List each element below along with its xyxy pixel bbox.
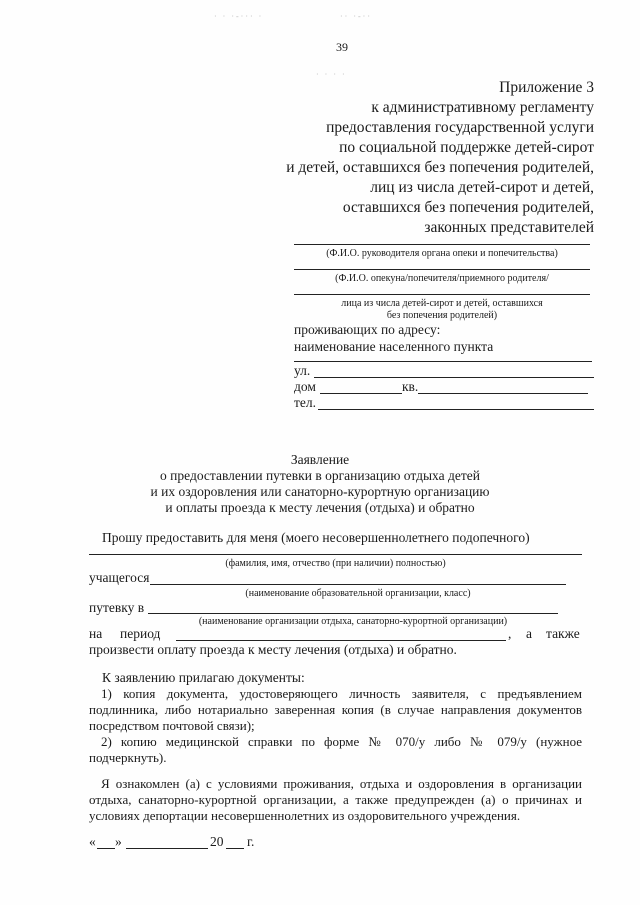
- residing-label: проживающих по адресу:: [294, 322, 441, 337]
- appendix-line: Приложение 3: [499, 79, 594, 96]
- period-line[interactable]: [176, 640, 506, 641]
- date-year-line[interactable]: [226, 848, 244, 849]
- date-year-suffix: г.: [247, 834, 255, 849]
- house-line[interactable]: [320, 393, 402, 394]
- appendix-line: и детей, оставшихся без попечения родителей,: [286, 159, 594, 176]
- document-item-2: [89, 734, 582, 766]
- title-line: и их оздоровления или санаторно-курортную организацию: [150, 484, 490, 499]
- document-title: Заявление: [290, 452, 350, 467]
- appendix-line: лиц из числа детей-сирот и детей,: [370, 179, 594, 196]
- appendix-line: законных представителей: [424, 219, 594, 236]
- street-line[interactable]: [314, 377, 594, 378]
- request-intro: Прошу предоставить для меня (моего несовершеннолетнего подопечного): [102, 530, 530, 545]
- date-month-line[interactable]: [126, 848, 208, 849]
- school-line[interactable]: [150, 584, 566, 585]
- period-comma: ,: [508, 626, 512, 641]
- house-label: дом: [294, 379, 316, 394]
- period-also: также: [546, 626, 580, 641]
- date-day-line[interactable]: [97, 848, 115, 849]
- date-close-quote: »: [115, 834, 122, 849]
- title-line: и оплаты проезда к месту лечения (отдыха) и обратно: [165, 500, 475, 515]
- head-name-caption: (Ф.И.О. руководителя органа опеки и попечительства): [326, 248, 558, 259]
- organization-caption: (наименование организации отдыха, санаторно-курортной организации): [198, 616, 508, 627]
- apartment-label: кв.: [402, 379, 419, 394]
- head-name-line[interactable]: [294, 244, 590, 245]
- scan-speck: · · ·-··· ·: [214, 12, 264, 21]
- student-label: учащегося: [89, 570, 150, 585]
- apartment-line[interactable]: [418, 393, 588, 394]
- locality-line[interactable]: [294, 361, 592, 362]
- document-item-1-text: 1) копия документа, удостоверяющего личность заявителя, с предъявлением подлинника, либо нотариально заверенная копия (в случае направления документов посредством почтовой связи);: [89, 686, 582, 733]
- locality-label: наименование населенного пункта: [294, 339, 494, 354]
- applicant-name-line[interactable]: [89, 554, 582, 555]
- title-line: о предоставлении путевки в организацию отдыха детей: [160, 468, 480, 483]
- scan-speck: · · · ·: [316, 70, 347, 79]
- appendix-header: [286, 78, 594, 238]
- payment-text: произвести оплату проезда к месту лечения (отдыха) и обратно.: [89, 642, 457, 657]
- orphan-caption-1: лица из числа детей-сирот и детей, оставшихся: [341, 298, 543, 309]
- acknowledgement-text: Я ознакомлен (а) с условиями проживания, отдыха и оздоровления в организации отдыха, санаторно-курортной организации, а также предупрежден (а) о причинах и условиях депортации несовершеннолетних из оздоровительного учреждения.: [89, 776, 582, 823]
- document-item-1: [89, 686, 582, 734]
- organization-line[interactable]: [148, 613, 558, 614]
- period-a: а: [526, 626, 532, 641]
- document-item-2-text: 2) копию медицинской справки по форме № 070/у либо № 079/у (нужное подчеркнуть).: [89, 734, 582, 765]
- period-word: период: [120, 626, 161, 641]
- guardian-name-line[interactable]: [294, 269, 590, 270]
- date-year-prefix: 20: [210, 834, 224, 849]
- street-label: ул.: [294, 363, 311, 378]
- applicant-name-caption: (фамилия, имя, отчество (при наличии) полностью): [225, 558, 446, 569]
- appendix-line: к административному регламенту: [371, 99, 594, 116]
- orphan-name-line[interactable]: [294, 294, 590, 295]
- appendix-line: предоставления государственной услуги: [326, 119, 594, 136]
- acknowledgement: [89, 776, 582, 824]
- date-open-quote: «: [89, 834, 96, 849]
- voucher-label: путевку в: [89, 600, 145, 615]
- phone-line[interactable]: [318, 409, 594, 410]
- guardian-name-caption: (Ф.И.О. опекуна/попечителя/приемного родителя/: [335, 273, 549, 284]
- period-na: на: [89, 626, 103, 641]
- page-number: 39: [336, 40, 348, 54]
- scan-speck: ·· ·-··: [340, 12, 372, 21]
- orphan-caption-2: без попечения родителей): [386, 310, 498, 321]
- documents-intro: К заявлению прилагаю документы:: [102, 670, 305, 685]
- phone-label: тел.: [294, 395, 317, 410]
- appendix-line: оставшихся без попечения родителей,: [342, 199, 594, 216]
- appendix-line: по социальной поддержке детей-сирот: [339, 139, 594, 156]
- school-caption: (наименование образовательной организации, класс): [245, 588, 471, 599]
